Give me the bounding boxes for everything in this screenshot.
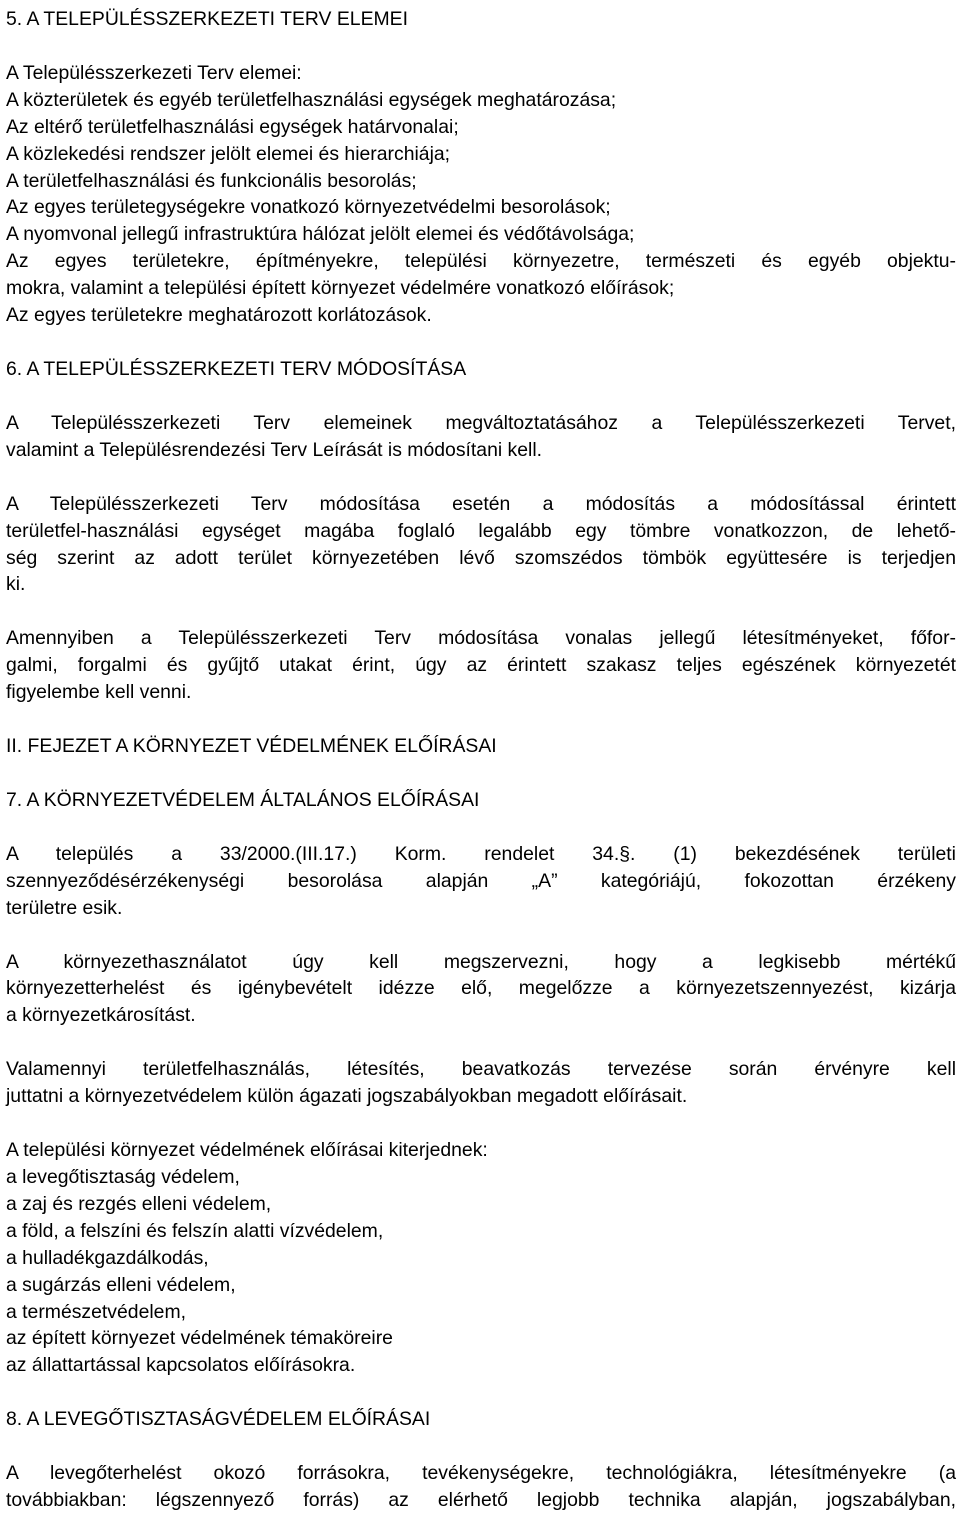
section-6-paragraph-1: [6, 410, 956, 464]
text-line: területre esik.: [6, 896, 123, 919]
text-line: Az egyes területekre, építményekre, települési környezetre, természeti és egyéb objektu-: [6, 250, 956, 273]
list-item: az állattartással kapcsolatos előírásokra.: [6, 1354, 356, 1377]
text-line: környezetterhelést és igénybevételt idézze elő, megelőzze a környezetszennyezést, kizárja: [6, 977, 956, 1000]
text-line: a környezetkárosítást.: [6, 1004, 196, 1027]
spacer: [6, 383, 956, 410]
section-7-paragraph-1: [6, 841, 956, 922]
spacer: [6, 706, 956, 733]
spacer: [6, 1110, 956, 1137]
text-line: ség szerint az adott terület környezetében lévő szomszédos tömbök együttesére is terjedjen: [6, 546, 956, 569]
section-5-item: Az egyes területegységekre vonatkozó környezetvédelmi besorolások;: [6, 196, 611, 219]
section-6-paragraph-3: [6, 625, 956, 706]
list-item: a föld, a felszíni és felszín alatti vízvédelem,: [6, 1219, 384, 1242]
section-5-item-7: [6, 248, 956, 302]
section-5-heading: 5. A TELEPÜLÉSSZERKEZETI TERV ELEMEI: [6, 8, 408, 30]
text-line: Valamennyi területfelhasználás, létesítés, beavatkozás tervezése során érvényre kell: [6, 1058, 956, 1081]
section-5-item: A nyomvonal jellegű infrastruktúra hálózat jelölt elemei és védőtávolsága;: [6, 223, 635, 246]
spacer: [6, 760, 956, 787]
spacer: [6, 814, 956, 841]
section-8-heading: 8. A LEVEGŐTISZTASÁGVÉDELEM ELŐÍRÁSAI: [6, 1408, 431, 1431]
spacer: [6, 1379, 956, 1406]
text-line: galmi, forgalmi és gyűjtő utakat érint, úgy az érintett szakasz teljes egészének környezetét: [6, 654, 956, 677]
spacer: [6, 598, 956, 625]
chapter-2-heading: II. FEJEZET A KÖRNYEZET VÉDELMÉNEK ELŐÍRÁSAI: [6, 735, 497, 758]
section-5-item: Az egyes területekre meghatározott korlátozások.: [6, 304, 432, 327]
spacer: [6, 1433, 956, 1460]
list-item: a hulladékgazdálkodás,: [6, 1246, 209, 1269]
section-8-paragraph-1: [6, 1460, 956, 1514]
spacer: [6, 464, 956, 491]
text-line: szennyeződésérzékenységi besorolása alapján „A” kategóriájú, fokozottan érzékeny: [6, 869, 956, 892]
text-line: A környezethasználatot úgy kell megszervezni, hogy a legkisebb mértékű: [6, 950, 956, 973]
text-line: A Településszerkezeti Terv elemeinek megváltoztatásához a Településszerkezeti Tervet,: [6, 411, 956, 434]
text-line: továbbiakban: légszennyező forrás) az elérhető legjobb technika alapján, jogszabályban,: [6, 1489, 956, 1512]
section-7-paragraph-2: [6, 949, 956, 1030]
spacer: [6, 329, 956, 356]
text-line: A település a 33/2000.(III.17.) Korm. rendelet 34.§. (1) bekezdésének területi: [6, 842, 956, 865]
spacer: [6, 922, 956, 949]
list-item: a természetvédelem,: [6, 1300, 186, 1323]
list-item: az épített környezet védelmének témaköreire: [6, 1327, 393, 1350]
text-line: figyelembe kell venni.: [6, 681, 192, 704]
section-5-item: A területfelhasználási és funkcionális besorolás;: [6, 169, 417, 192]
text-line: ki.: [6, 573, 26, 596]
text-line: A Településszerkezeti Terv módosítása esetén a módosítás a módosítással érintett: [6, 492, 956, 515]
text-line: Amennyiben a Településszerkezeti Terv módosítása vonalas jellegű létesítményeket, főfor-: [6, 627, 956, 650]
text-line: valamint a Településrendezési Terv Leírását is módosítani kell.: [6, 438, 543, 461]
text-line: juttatni a környezetvédelem külön ágazati jogszabályokban megadott előírásait.: [6, 1085, 688, 1108]
section-5-item: A közlekedési rendszer jelölt elemei és hierarchiája;: [6, 142, 451, 165]
spacer: [6, 33, 956, 60]
text-line: területfel-használási egységet magába foglaló legalább egy tömbre vonatkozzon, de lehető-: [6, 519, 956, 542]
section-5-item: Az eltérő területfelhasználási egységek határvonalai;: [6, 115, 459, 138]
section-6-heading: 6. A TELEPÜLÉSSZERKEZETI TERV MÓDOSÍTÁSA: [6, 357, 467, 380]
text-line: mokra, valamint a települési épített környezet védelmére vonatkozó előírások;: [6, 277, 675, 300]
section-5-intro: A Településszerkezeti Terv elemei:: [6, 61, 302, 84]
section-7-heading: 7. A KÖRNYEZETVÉDELEM ÁLTALÁNOS ELŐÍRÁSAI: [6, 788, 480, 811]
list-item: a levegőtisztaság védelem,: [6, 1166, 240, 1188]
list-item: a zaj és rezgés elleni védelem,: [6, 1192, 272, 1215]
section-5-item: A közterületek és egyéb területfelhasználási egységek meghatározása;: [6, 88, 617, 111]
spacer: [6, 1029, 956, 1056]
section-6-paragraph-2: [6, 491, 956, 599]
list-item: a sugárzás elleni védelem,: [6, 1273, 236, 1296]
section-7-list-intro: A települési környezet védelmének előírásai kiterjednek:: [6, 1139, 488, 1162]
section-7-paragraph-3: [6, 1056, 956, 1110]
text-line: A levegőterhelést okozó forrásokra, tevékenységekre, technológiákra, létesítményekre (a: [6, 1462, 956, 1485]
